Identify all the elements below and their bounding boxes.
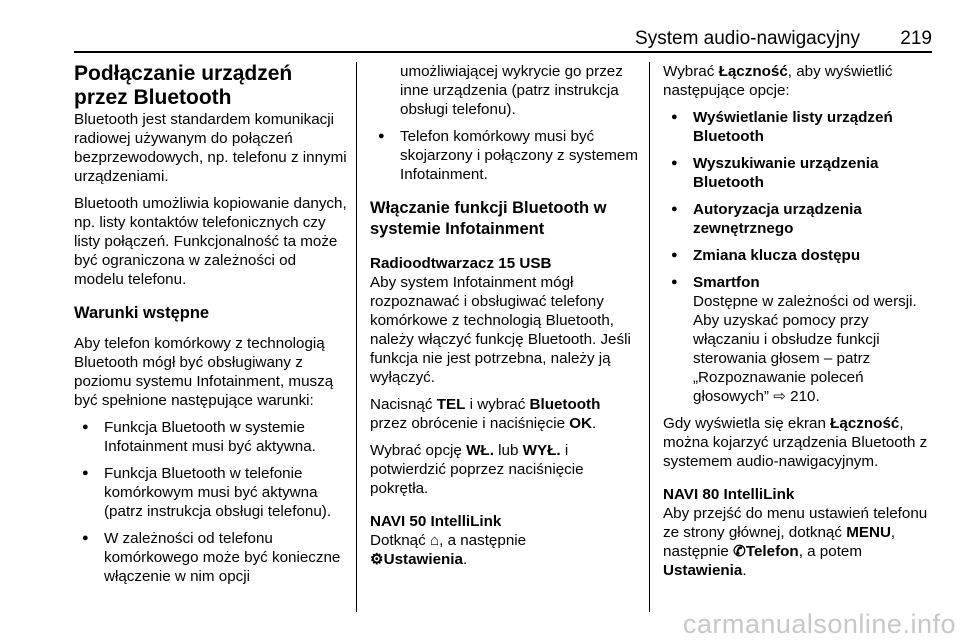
list-item: ● Funkcja Bluetooth w systemie Infotainment musi być aktywna.	[74, 418, 348, 456]
list-item: ● Telefon komórkowy musi być skojarzony i połączony z systemem Infotainment.	[370, 127, 640, 184]
list-item: ● W zależności od telefonu komórkowego może być konieczne włączenie w nim opcji	[74, 529, 348, 586]
paragraph: Bluetooth umożliwia kopiowanie danych, np. listy kontaktów telefonicznych czy listy połączeń. Funkcjonalność ta może być ograniczona w zależności od modelu telefonu.	[74, 195, 347, 288]
paragraph: Nacisnąć TEL i wybrać Bluetooth przez obrócenie i naciśnięcie OK.	[370, 396, 601, 432]
model-heading: NAVI 80 IntelliLink	[663, 486, 795, 503]
list-item: ● Wyświetlanie listy urządzeń Bluetooth	[663, 108, 933, 146]
list-item: ● Zmiana klucza dostępu	[663, 246, 933, 265]
home-icon: ⌂	[429, 532, 440, 549]
column-divider	[356, 62, 357, 612]
header-rule	[74, 51, 932, 53]
model-heading: Radioodtwarzacz 15 USB	[370, 255, 552, 272]
list-note: Dostępne w zależności od wersji. Aby uzyskać pomocy przy włączaniu i obsłudze funkcji sterowania głosem – patrz „Rozpoznawanie poleceń głosowych” ⇨ 210.	[693, 293, 917, 405]
column-2	[370, 62, 640, 577]
list-item: ● Smartfon Dostępne w zależności od wersji. Aby uzyskać pomocy przy włączaniu i obsłudze funkcji sterowania głosem – patrz „Rozpoznawanie poleceń głosowych” ⇨ 210.	[663, 273, 933, 406]
paragraph: Dotknąć ⌂, a następnie ⚙Ustawienia.	[370, 532, 527, 568]
paragraph: Gdy wyświetla się ekran Łączność, można kojarzyć urządzenia Bluetooth z systemem audio-nawigacyjnym.	[663, 415, 928, 470]
model-heading: NAVI 50 IntelliLink	[370, 513, 502, 530]
list-item-continued: umożliwiającej wykrycie go przez inne urządzenia (patrz instrukcja obsługi telefonu).	[400, 63, 623, 118]
column-divider	[649, 62, 650, 612]
paragraph: Aby system Infotainment mógł rozpoznawać i obsługiwać telefony komórkowe z technologią Bluetooth, należy włączyć funkcję Bluetooth. Jeśli funkcja nie jest potrzebna, należy ją wyłączyć.	[370, 274, 631, 386]
gear-icon: ⚙	[370, 551, 384, 568]
list-item: ● Funkcja Bluetooth w telefonie komórkowym musi być aktywna (patrz instrukcja obsługi telefonu).	[74, 464, 348, 521]
page-number: 219	[900, 28, 932, 49]
paragraph: Aby przejść do menu ustawień telefonu ze strony głównej, dotknąć MENU, następnie ✆Telefon, a potem Ustawienia.	[663, 505, 928, 579]
list-item: ● Autoryzacja urządzenia zewnętrznego	[663, 200, 933, 238]
phone-icon: ✆	[733, 543, 746, 560]
list-item: ● Wyszukiwanie urządzenia Bluetooth	[663, 154, 933, 192]
column-1	[74, 62, 348, 594]
paragraph: Aby telefon komórkowy z technologią Bluetooth mógł być obsługiwany z poziomu systemu Infotainment, muszą być spełnione następujące warunki:	[74, 335, 334, 409]
column-3	[663, 62, 933, 588]
watermark: carmanualsonline.info	[682, 609, 956, 639]
options-list	[663, 108, 933, 406]
reference-arrow-icon: ⇨	[773, 388, 786, 405]
subheading: Włączanie funkcji Bluetooth w systemie Infotainment	[370, 199, 607, 238]
paragraph: Wybrać opcję WŁ. lub WYŁ. i potwierdzić poprzez naciśnięcie pokrętła.	[370, 442, 584, 497]
header-title: System audio-nawigacyjny	[635, 28, 860, 49]
paragraph: Bluetooth jest standardem komunikacji radiowej używanym do połączeń bezprzewodowych, np. telefonu z innymi urządzeniami.	[74, 111, 347, 185]
bullet-list	[74, 418, 348, 586]
section-heading: Podłączanie urządzeń przez Bluetooth	[74, 62, 293, 109]
paragraph: Wybrać Łączność, aby wyświetlić następujące opcje:	[663, 63, 893, 99]
subheading: Warunki wstępne	[74, 304, 210, 322]
bullet-list	[370, 62, 640, 184]
